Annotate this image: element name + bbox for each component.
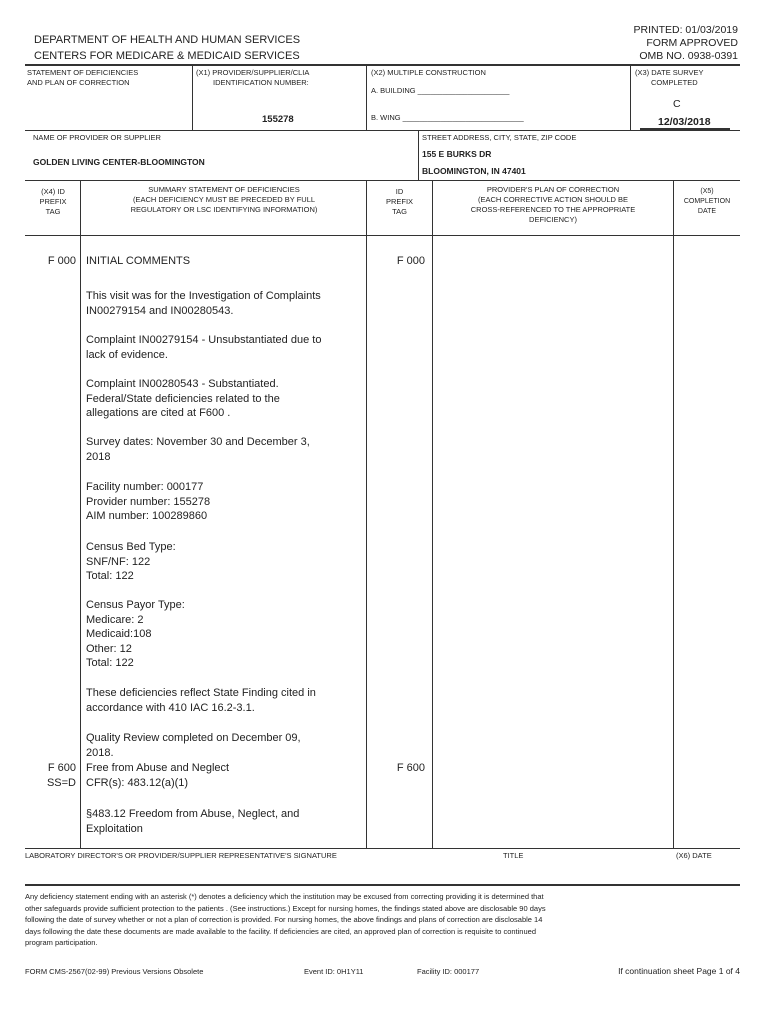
- omb-number: OMB NO. 0938-0391: [639, 50, 738, 62]
- paragraph-visit: [86, 289, 346, 318]
- facility-id: Facility ID: 000177: [417, 967, 480, 976]
- rule: [80, 180, 81, 848]
- x5-header-line: DATE: [697, 208, 717, 215]
- id-header: [367, 187, 432, 217]
- paragraph-complaint-2: [86, 377, 346, 421]
- date-label: (X6) DATE: [676, 851, 712, 860]
- provider-name-label: NAME OF PROVIDER OR SUPPLIER: [33, 133, 161, 142]
- rule: [192, 65, 193, 130]
- x5-header-line: COMPLETION: [683, 198, 731, 205]
- rule: [366, 180, 367, 848]
- text-line: IN00279154 and IN00280543.: [86, 304, 234, 317]
- text-line: Survey dates: November 30 and December 3,: [86, 436, 310, 448]
- text-line: Complaint IN00279154 - Unsubstantiated due to: [86, 334, 322, 346]
- text-line: Medicare: 2: [86, 613, 144, 626]
- x1-label-1: (X1) PROVIDER/SUPPLIER/CLIA: [196, 68, 310, 77]
- address-city: BLOOMINGTON, IN 47401: [422, 166, 526, 176]
- text-line: Federal/State deficiencies related to the: [86, 392, 280, 405]
- summary-header-line: (EACH DEFICIENCY MUST BE PRECEDED BY FULL: [132, 195, 316, 204]
- address-label: STREET ADDRESS, CITY, STATE, ZIP CODE: [422, 133, 577, 142]
- address-street: 155 E BURKS DR: [422, 149, 492, 159]
- x4-header-line: TAG: [45, 207, 61, 216]
- text-line: Facility number: 000177: [86, 481, 204, 493]
- scope-severity-tag: SS=D: [46, 777, 76, 789]
- survey-code: C: [673, 98, 681, 110]
- initial-comments-heading: INITIAL COMMENTS: [86, 255, 191, 267]
- text-line: AIM number: 100289860: [86, 510, 208, 522]
- rule: [366, 65, 367, 130]
- tag-f000-left: F 000: [47, 255, 76, 267]
- id-header-line: TAG: [392, 207, 407, 216]
- text-line: Other: 12: [86, 642, 132, 655]
- paragraph-census-bed: [86, 540, 346, 584]
- plan-header-line: CROSS-REFERENCED TO THE APPROPRIATE: [470, 205, 636, 214]
- provider-id-number: 155278: [262, 114, 294, 125]
- paragraph-facility-numbers: [86, 480, 346, 524]
- disclaimer-line: Any deficiency statement ending with an asterisk (*) denotes a deficiency which the institution may be excused from correcting providing it is determined that: [25, 892, 544, 901]
- rule: [25, 130, 740, 131]
- rule: [25, 884, 740, 886]
- rule: [673, 180, 674, 848]
- tag-f600-right: F 600: [396, 762, 425, 774]
- id-header-line: ID: [395, 187, 404, 196]
- x4-header-line: (X4) ID: [41, 187, 65, 196]
- provider-name: GOLDEN LIVING CENTER-BLOOMINGTON: [33, 157, 205, 167]
- plan-header-line: PROVIDER'S PLAN OF CORRECTION: [486, 185, 620, 194]
- department-title: DEPARTMENT OF HEALTH AND HUMAN SERVICES: [34, 34, 301, 46]
- text-line: Medicaid:108: [86, 628, 152, 640]
- x4-header: [26, 187, 80, 217]
- summary-header-line: SUMMARY STATEMENT OF DEFICIENCIES: [148, 185, 300, 194]
- plan-header: [433, 185, 673, 225]
- text-line: §483.12 Freedom from Abuse, Neglect, and: [86, 808, 300, 820]
- x5-header: [674, 187, 740, 217]
- rule: [418, 130, 419, 180]
- form-approved: FORM APPROVED: [646, 37, 738, 49]
- survey-completed-date: 12/03/2018: [658, 116, 711, 128]
- text-line: These deficiencies reflect State Finding cited in: [86, 687, 316, 699]
- text-line: 2018: [86, 450, 111, 463]
- statement-label-1: STATEMENT OF DEFICIENCIES: [27, 68, 139, 77]
- text-line: lack of evidence.: [86, 348, 168, 361]
- paragraph-freedom-from-abuse: [86, 807, 346, 836]
- x3-label-1: (X3) DATE SURVEY: [635, 68, 704, 77]
- summary-header-line: REGULATORY OR LSC IDENTIFYING INFORMATION): [130, 205, 318, 214]
- rule: [432, 180, 433, 848]
- rule: [25, 848, 740, 849]
- x4-header-line: PREFIX: [39, 197, 67, 206]
- disclaimer-line: days following the date these documents are made available to the facility. If deficiencies are cited, an approved plan of correction is requisite to continued: [25, 926, 536, 936]
- rule: [25, 235, 740, 236]
- plan-header-line: DEFICIENCY): [529, 215, 577, 224]
- tag-f000-right: F 000: [396, 255, 425, 267]
- building-field: A. BUILDING ______________________: [371, 86, 510, 95]
- disclaimer-line: following the date of survey whether or not a plan of correction is provided. For nursing homes, the above findings and plans of correction are disclosable 14: [25, 915, 543, 925]
- x5-header-line: (X5): [700, 188, 714, 195]
- summary-header: [82, 185, 366, 215]
- text-line: accordance with 410 IAC 16.2-3.1.: [86, 701, 255, 714]
- signature-label: LABORATORY DIRECTOR'S OR PROVIDER/SUPPLIER REPRESENTATIVE'S SIGNATURE: [25, 851, 337, 860]
- form-number: FORM CMS-2567(02-99) Previous Versions Obsolete: [25, 967, 204, 976]
- text-line: Census Bed Type:: [86, 541, 176, 553]
- x3-label-2: COMPLETED: [651, 78, 698, 87]
- tag-f600-left: F 600: [47, 762, 76, 774]
- f600-title: Free from Abuse and Neglect: [86, 762, 230, 774]
- text-line: Total: 122: [86, 570, 134, 582]
- text-line: 2018.: [86, 746, 114, 759]
- page-indicator: If continuation sheet Page 1 of 4: [618, 966, 740, 976]
- paragraph-complaint-1: [86, 333, 346, 362]
- disclaimer-line: other safeguards provide sufficient protection to the patients . (See instructions.) Except for nursing homes, the findings stated above are disclosable 90 days: [25, 903, 546, 913]
- text-line: allegations are cited at F600 .: [86, 407, 231, 419]
- f600-cfr: CFR(s): 483.12(a)(1): [86, 777, 189, 789]
- paragraph-survey-dates: [86, 435, 346, 464]
- text-line: Exploitation: [86, 822, 143, 835]
- id-header-line: PREFIX: [385, 197, 414, 206]
- text-line: This visit was for the Investigation of Complaints: [86, 290, 321, 302]
- text-line: SNF/NF: 122: [86, 555, 151, 568]
- printed-date: PRINTED: 01/03/2019: [633, 24, 738, 36]
- plan-header-line: (EACH CORRECTIVE ACTION SHOULD BE: [477, 195, 629, 204]
- rule: [25, 180, 740, 181]
- rule: [640, 128, 730, 130]
- event-id: Event ID: 0H1Y11: [304, 967, 364, 976]
- disclaimer-line: program participation.: [25, 938, 98, 948]
- text-line: Complaint IN00280543 - Substantiated.: [86, 378, 279, 390]
- agency-title: CENTERS FOR MEDICARE & MEDICAID SERVICES: [34, 50, 300, 62]
- text-line: Quality Review completed on December 09,: [86, 732, 301, 744]
- x1-label-2: IDENTIFICATION NUMBER:: [213, 78, 309, 87]
- text-line: Total: 122: [86, 657, 134, 669]
- rule: [25, 64, 740, 66]
- rule: [630, 65, 631, 130]
- disclaimer: [25, 891, 740, 949]
- paragraph-state-finding: [86, 686, 346, 715]
- x2-label: (X2) MULTIPLE CONSTRUCTION: [371, 68, 486, 77]
- text-line: Provider number: 155278: [86, 495, 211, 508]
- title-label: TITLE: [503, 851, 524, 860]
- wing-field: B. WING _____________________________: [371, 113, 524, 122]
- statement-label-2: AND PLAN OF CORRECTION: [27, 78, 130, 87]
- paragraph-quality-review: [86, 731, 346, 760]
- paragraph-census-payor: [86, 598, 346, 671]
- text-line: Census Payor Type:: [86, 599, 185, 611]
